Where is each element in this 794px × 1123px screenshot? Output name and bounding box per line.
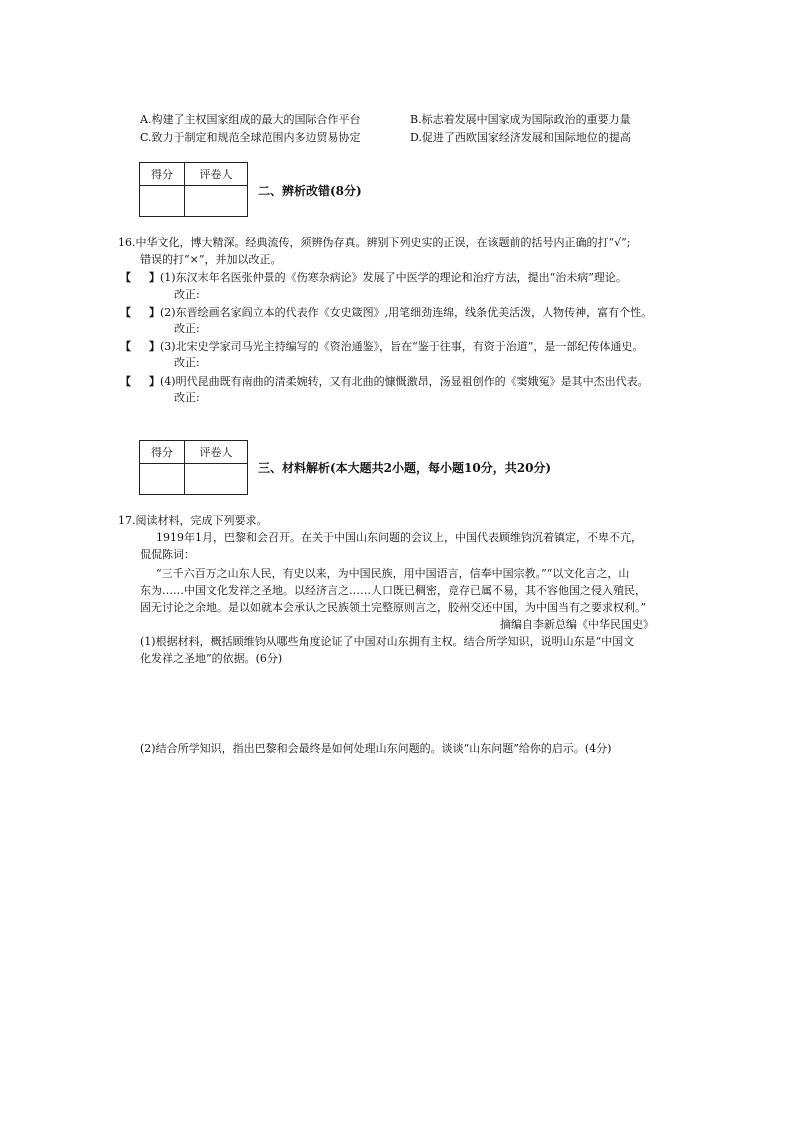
item-text: (2)东晋绘画名家阎立本的代表作《女史箴图》,用笔细劲连绵，线条优美活泼，人物传神，富有个性。 bbox=[160, 306, 653, 319]
q17-stem: 17.阅读材料，完成下列要求。 bbox=[118, 514, 268, 527]
bracket-open: 【 bbox=[120, 271, 131, 284]
q16-stem-line1: 16.中华文化，博大精深。经典流传，须辨伪存真。辨别下列史实的正误，在该题前的括号内正确的打“√”; bbox=[118, 236, 631, 249]
option-b: B.标志着发展中国家成为国际政治的重要力量 bbox=[410, 113, 631, 126]
sub-question-1-line1: (1)根据材料，概括顾维钧从哪些角度论证了中国对山东拥有主权。结合所学知识，说明山东是“中国文 bbox=[140, 635, 635, 648]
option-c: C.致力于制定和规范全球范围内多边贸易协定 bbox=[140, 131, 361, 144]
correction-label: 改正: bbox=[174, 288, 200, 301]
correction-label: 改正: bbox=[174, 391, 200, 404]
correction-label: 改正: bbox=[174, 356, 200, 369]
bracket-close: 】 bbox=[149, 271, 160, 284]
sub-question-2: (2)结合所学知识，指出巴黎和会最终是如何处理山东问题的。谈谈“山东问题”给你的启示。(4分) bbox=[140, 742, 612, 755]
score-table bbox=[139, 440, 248, 495]
material-line1: 1919年1月，巴黎和会召开。在关于中国山东问题的会议上，中国代表顾维钧沉着镇定，不卑不亢， bbox=[156, 531, 642, 544]
section-3-title: 三、材料解析(本大题共2小题，每小题10分，共20分) bbox=[258, 461, 552, 475]
option-a: A.构建了主权国家组成的最大的国际合作平台 bbox=[140, 113, 361, 126]
correction-label: 改正: bbox=[174, 322, 200, 335]
q16-item-4 bbox=[120, 373, 649, 389]
grader-label: 评卷人 bbox=[185, 441, 248, 464]
item-text: (4)明代昆曲既有南曲的清柔婉转，又有北曲的慷慨激昂，汤显祖创作的《窦娥冤》是其中杰出代表。 bbox=[160, 375, 649, 388]
material-line5: 固无讨论之余地。是以如就本会承认之民族领土完整原则言之，胶州交还中国，为中国当有之要求权利。” bbox=[140, 601, 647, 614]
bracket-close: 】 bbox=[149, 340, 160, 353]
bracket-open: 【 bbox=[120, 375, 131, 388]
section-2-title: 二、辨析改错(8分) bbox=[258, 184, 362, 198]
grader-cell[interactable] bbox=[185, 464, 248, 495]
material-source: 摘编自李新总编《中华民国史》 bbox=[500, 618, 654, 631]
grader-cell[interactable] bbox=[185, 186, 248, 217]
option-d: D.促进了西欧国家经济发展和国际地位的提高 bbox=[410, 131, 631, 144]
grader-label: 评卷人 bbox=[185, 163, 248, 186]
item-text: (1)东汉末年名医张仲景的《伤寒杂病论》发展了中医学的理论和治疗方法，提出“治未病”理论。 bbox=[160, 271, 627, 284]
q16-stem-line2: 错误的打“×”，并加以改正。 bbox=[140, 253, 282, 266]
bracket-close: 】 bbox=[149, 306, 160, 319]
q16-item-2 bbox=[120, 304, 652, 320]
score-cell[interactable] bbox=[140, 464, 185, 495]
bracket-close: 】 bbox=[149, 375, 160, 388]
material-line4: 东为……中国文化发祥之圣地。以经济言之……人口既已稠密，竞存已属不易，其不容他国之侵入殖民， bbox=[140, 584, 646, 597]
score-label: 得分 bbox=[140, 441, 185, 464]
bracket-open: 【 bbox=[120, 340, 131, 353]
material-line3: “三千六百万之山东人民，有史以来，为中国民族，用中国语言，信奉中国宗教。”“以文化言之，山 bbox=[156, 567, 630, 580]
sub-question-1-line2: 化发祥之圣地”的依据。(6分) bbox=[140, 652, 283, 665]
item-text: (3)北宋史学家司马光主持编写的《资治通鉴》，旨在“鉴于往事，有资于治道”，是一部纪传体通史。 bbox=[160, 340, 644, 353]
q16-item-3 bbox=[120, 338, 643, 354]
bracket-open: 【 bbox=[120, 306, 131, 319]
score-label: 得分 bbox=[140, 163, 185, 186]
score-cell[interactable] bbox=[140, 186, 185, 217]
score-table bbox=[139, 162, 248, 217]
q16-item-1 bbox=[120, 269, 627, 285]
material-line2: 侃侃陈词： bbox=[140, 548, 195, 561]
